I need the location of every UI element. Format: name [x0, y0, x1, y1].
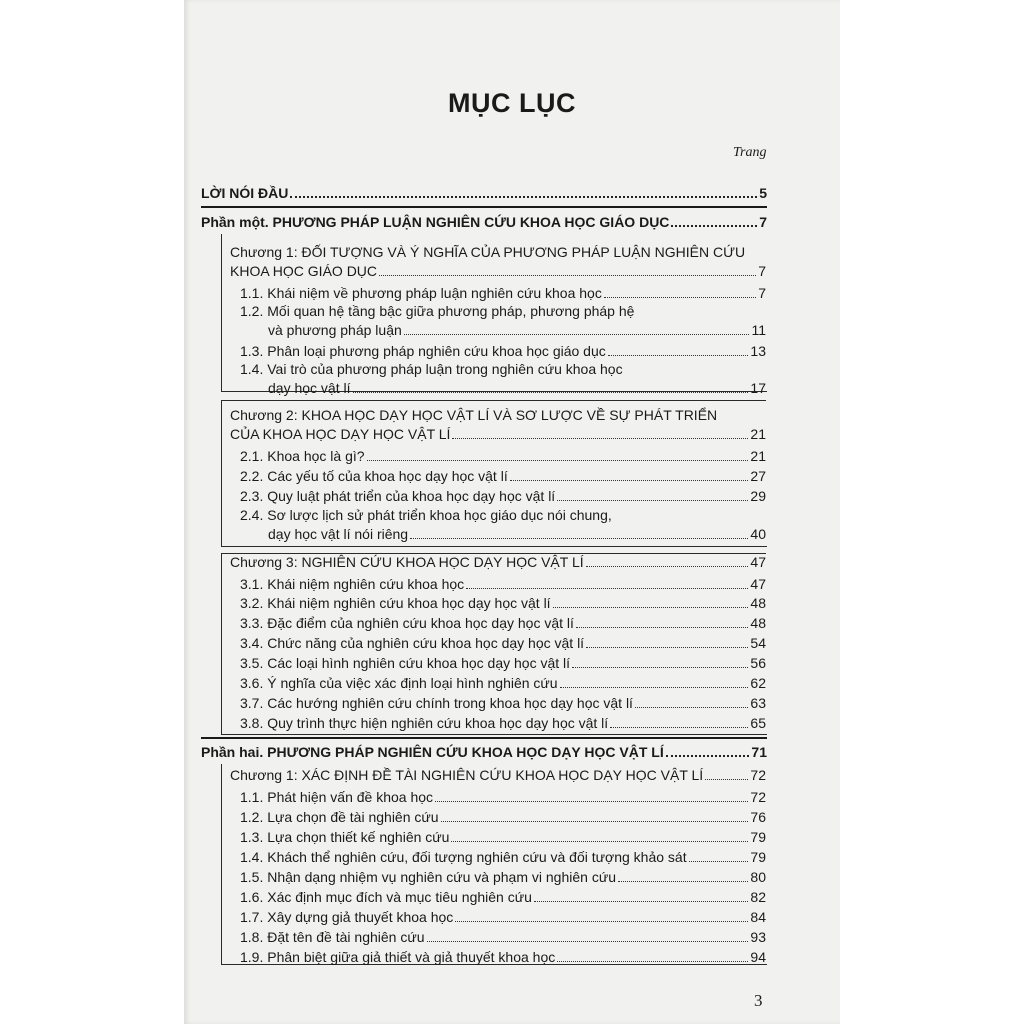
page-number: 3 — [754, 991, 763, 1010]
toc-entry-section[interactable] — [240, 713, 766, 732]
toc-entry-label: 1.5. Nhận dạng nhiệm vụ nghiên cứu và phạm vi nghiên cứu — [240, 869, 616, 885]
toc-entry-section[interactable] — [240, 947, 766, 966]
leader-dots — [466, 587, 748, 589]
toc-page-number: 76 — [750, 809, 766, 825]
toc-entry-label: 1.1. Khái niệm về phương pháp luận nghiên cứu khoa học — [240, 285, 602, 301]
toc-page-number: 71 — [751, 744, 767, 760]
toc-entry-section[interactable] — [240, 887, 766, 906]
leader-dots — [510, 479, 749, 481]
toc-entry-label: 1.3. Phân loại phương pháp nghiên cứu khoa học giáo dục — [240, 343, 606, 359]
leader-dots — [410, 537, 748, 539]
toc-entry-section[interactable] — [240, 787, 766, 806]
toc-entry-label: 3.4. Chức năng của nghiên cứu khoa học dạy học vật lí — [240, 635, 585, 651]
toc-entry-part-two[interactable] — [201, 742, 767, 761]
toc-page-number: 7 — [759, 214, 767, 230]
toc-page-number: 40 — [750, 526, 766, 542]
toc-entry-label: 3.3. Đặc điểm của nghiên cứu khoa học dạy học vật lí — [240, 615, 574, 631]
toc-entry-label: 3.1. Khái niệm nghiên cứu khoa học — [240, 576, 465, 592]
toc-entry-label: 1.7. Xây dựng giả thuyết khoa học — [240, 909, 454, 925]
leader-dots — [427, 940, 749, 942]
toc-page-number: 82 — [750, 889, 766, 905]
toc-entry-label: 1.1. Phát hiện vấn đề khoa học — [240, 789, 434, 805]
leader-dots — [572, 666, 748, 668]
toc-entry-section[interactable] — [240, 633, 766, 652]
toc-page-number: 11 — [751, 322, 766, 338]
leader-dots — [452, 437, 748, 439]
page-column-label: Trang — [733, 145, 767, 160]
toc-page-number: 29 — [750, 488, 766, 504]
toc-entry-section[interactable] — [240, 927, 766, 946]
toc-entry-label: LỜI NÓI ĐẦU — [201, 185, 289, 201]
toc-page-number: 72 — [750, 767, 766, 783]
toc-page-number: 47 — [750, 554, 766, 570]
toc-page-number: 94 — [750, 949, 766, 965]
leader-dots — [557, 499, 748, 501]
toc-page-number: 7 — [758, 263, 766, 279]
leader-dots — [435, 800, 748, 802]
part-divider — [201, 206, 767, 208]
toc-entry-section[interactable] — [240, 360, 766, 397]
toc-entry-section[interactable] — [240, 283, 766, 302]
toc-entry-chapter[interactable] — [230, 243, 766, 280]
toc-entry-label: 1.8. Đặt tên đề tài nghiên cứu — [240, 929, 425, 945]
toc-page-number: 56 — [750, 655, 766, 671]
toc-entry-chapter[interactable] — [230, 765, 766, 784]
toc-page-number: 5 — [759, 185, 767, 201]
leader-dots — [455, 920, 748, 922]
toc-page-number: 84 — [750, 909, 766, 925]
page-title: MỤC LỤC — [448, 88, 576, 118]
leader-dots — [586, 646, 748, 648]
toc-page-number: 93 — [750, 929, 766, 945]
toc-entry-label: Chương 1: XÁC ĐỊNH ĐỀ TÀI NGHIÊN CỨU KHOA HỌC DẠY HỌC VẬT LÍ — [230, 767, 704, 783]
toc-entry-section[interactable] — [240, 847, 766, 866]
toc-page-number: 79 — [750, 849, 766, 865]
leader-dots — [610, 726, 748, 728]
toc-entry-label: 3.8. Quy trình thực hiện nghiên cứu khoa học dạy học vật lí — [240, 715, 609, 731]
toc-entry-label: Chương 2: KHOA HỌC DẠY HỌC VẬT LÍ VÀ SƠ LƯỢC VỀ SỰ PHÁT TRIỂN — [230, 407, 718, 423]
toc-page-number: 62 — [750, 675, 766, 691]
leader-dots — [379, 274, 756, 276]
toc-entry-label: 1.4. Khách thể nghiên cứu, đối tượng nghiên cứu và đối tượng khảo sát — [240, 849, 687, 865]
toc-page-number: 79 — [750, 829, 766, 845]
leader-dots — [635, 706, 748, 708]
toc-entry-section[interactable] — [240, 341, 766, 360]
leader-dots — [689, 860, 749, 862]
toc-entry-label: Phần hai. PHƯƠNG PHÁP NGHIÊN CỨU KHOA HỌC DẠY HỌC VẬT LÍ — [201, 744, 664, 760]
toc-entry-label: 3.2. Khái niệm nghiên cứu khoa học dạy học vật lí — [240, 595, 551, 611]
leader-dots — [671, 224, 757, 227]
toc-entry-label: 1.6. Xác định mục đích và mục tiêu nghiên cứu — [240, 889, 532, 905]
toc-entry-label: dạy học vật lí nói riêng — [268, 526, 409, 542]
toc-entry-label: và phương pháp luận — [268, 322, 402, 338]
toc-entry-label: 2.4. Sơ lược lịch sử phát triển khoa học giáo dục nói chung, — [240, 507, 612, 523]
leader-dots — [576, 626, 749, 628]
toc-entry-label: Chương 3: NGHIÊN CỨU KHOA HỌC DẠY HỌC VẬT LÍ — [230, 554, 584, 570]
toc-entry-section[interactable] — [240, 867, 766, 886]
toc-entry-section[interactable] — [240, 653, 766, 672]
toc-entry-label: KHOA HỌC GIÁO DỤC — [230, 263, 378, 279]
toc-entry-label: Phần một. PHƯƠNG PHÁP LUẬN NGHIÊN CỨU KHOA HỌC GIÁO DỤC — [201, 214, 670, 230]
toc-page-number: 65 — [750, 715, 766, 731]
toc-entry-label: 1.3. Lựa chọn thiết kế nghiên cứu — [240, 829, 450, 845]
toc-entry-label: CỦA KHOA HỌC DẠY HỌC VẬT LÍ — [230, 426, 451, 442]
leader-dots — [404, 333, 750, 335]
toc-entry-section[interactable] — [240, 466, 766, 485]
leader-dots — [618, 880, 748, 882]
leader-dots — [560, 686, 749, 688]
toc-entry-section[interactable] — [240, 446, 766, 465]
leader-dots — [451, 840, 748, 842]
toc-entry-section[interactable] — [240, 673, 766, 692]
toc-entry-section[interactable] — [240, 486, 766, 505]
toc-page-number: 48 — [750, 595, 766, 611]
toc-entry-section[interactable] — [240, 613, 766, 632]
toc-entry-label: 1.9. Phân biệt giữa giả thiết và giả thuyết khoa học — [240, 949, 556, 965]
toc-entry-label: 3.7. Các hướng nghiên cứu chính trong khoa học dạy học vật lí — [240, 695, 633, 711]
toc-entry-section[interactable] — [240, 907, 766, 926]
leader-dots — [608, 354, 749, 356]
toc-entry-label: 1.2. Lựa chọn đề tài nghiên cứu — [240, 809, 439, 825]
toc-page-number: 17 — [750, 380, 766, 396]
toc-entry-chapter[interactable] — [230, 552, 766, 571]
toc-entry-label: 1.4. Vai trò của phương pháp luận trong nghiên cứu khoa học — [240, 361, 623, 377]
leader-dots — [666, 754, 750, 757]
toc-entry-label: dạy học vật lí — [268, 380, 351, 396]
toc-page-number: 47 — [750, 576, 766, 592]
toc-entry-label: 2.3. Quy luật phát triển của khoa học dạy học vật lí — [240, 488, 556, 504]
toc-entry-chapter[interactable] — [230, 406, 766, 443]
leader-dots — [441, 820, 749, 822]
toc-entry-section[interactable] — [240, 506, 766, 543]
toc-entry-label: 1.2. Mối quan hệ tầng bậc giữa phương pháp, phương pháp hệ — [240, 303, 635, 319]
toc-page-number: 13 — [750, 343, 766, 359]
toc-page-number: 80 — [750, 869, 766, 885]
leader-dots — [353, 391, 749, 393]
toc-page-number: 72 — [750, 789, 766, 805]
toc-page-number: 7 — [758, 285, 766, 301]
leader-dots — [705, 778, 748, 780]
toc-entry-preface[interactable] — [201, 183, 767, 202]
toc-entry-section[interactable] — [240, 827, 766, 846]
toc-entry-part-one[interactable] — [201, 212, 767, 231]
toc-entry-label: 3.6. Ý nghĩa của việc xác định loại hình nghiên cứu — [240, 675, 558, 691]
toc-entry-section[interactable] — [240, 807, 766, 826]
toc-entry-label: 3.5. Các loại hình nghiên cứu khoa học dạy học vật lí — [240, 655, 571, 671]
leader-dots — [553, 606, 749, 608]
toc-entry-section[interactable] — [240, 574, 766, 593]
toc-page-number: 48 — [750, 615, 766, 631]
toc-entry-label: 2.2. Các yếu tố của khoa học dạy học vật lí — [240, 468, 508, 484]
leader-dots — [604, 296, 756, 298]
toc-page-number: 21 — [750, 426, 766, 442]
leader-dots — [367, 459, 749, 461]
toc-entry-section[interactable] — [240, 302, 766, 339]
toc-page-number: 21 — [750, 448, 766, 464]
toc-entry-label: Chương 1: ĐỐI TƯỢNG VÀ Ý NGHĨA CỦA PHƯƠNG PHÁP LUẬN NGHIÊN CỨU — [230, 244, 746, 260]
toc-page-number: 54 — [750, 635, 766, 651]
toc-entry-section[interactable] — [240, 593, 766, 612]
toc-page-number: 63 — [750, 695, 766, 711]
toc-page-number: 27 — [750, 468, 766, 484]
leader-dots — [586, 565, 749, 567]
part-divider — [201, 737, 767, 739]
toc-entry-label: 2.1. Khoa học là gì? — [240, 448, 365, 464]
leader-dots — [534, 900, 749, 902]
leader-dots — [557, 960, 748, 962]
leader-dots — [290, 195, 757, 198]
toc-entry-section[interactable] — [240, 693, 766, 712]
